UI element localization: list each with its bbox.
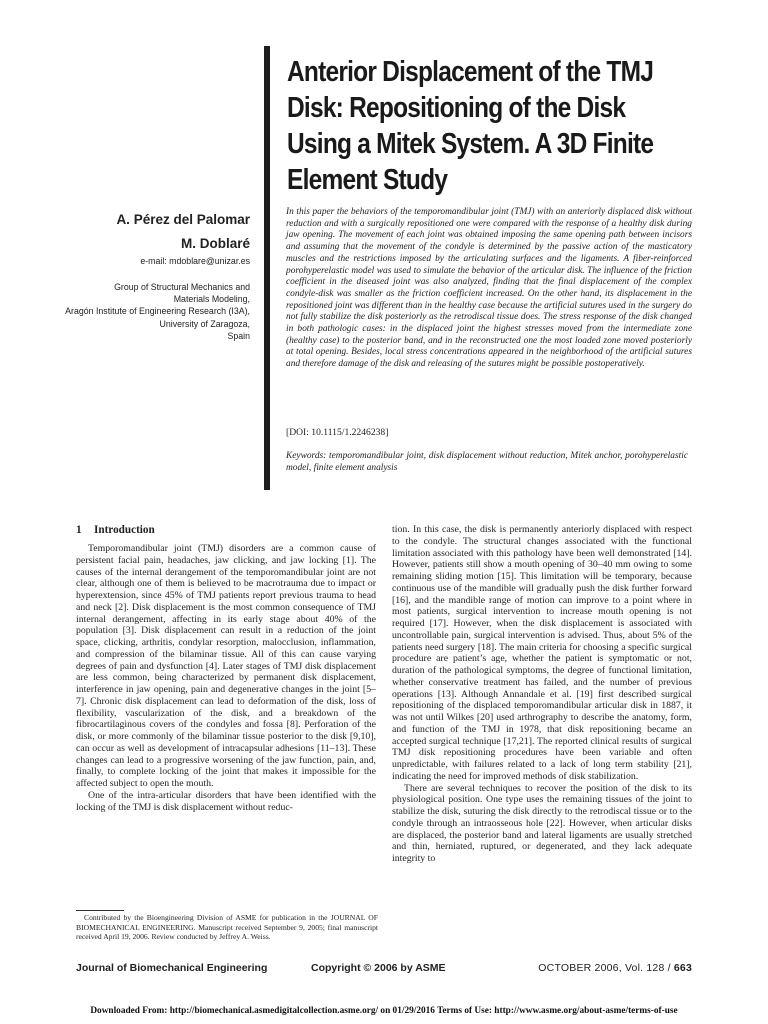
author-name: A. Pérez del Palomar [116,212,250,227]
download-notice: Downloaded From: http://biomechanical.asmedigitalcollection.asme.org/ on 01/29/2016 Terms of Use: http://www.asme.org/about-asme/terms-of-use [90,1006,678,1016]
affiliation-line: Group of Structural Mechanics and [114,282,250,292]
footer-page-number: 663 [673,962,692,974]
footer-copyright: Copyright © 2006 by ASME [311,962,446,974]
footnote-rule [76,910,124,911]
author-email[interactable]: e-mail: mdoblare@unizar.es [140,256,250,266]
body-paragraph: Temporomandibular joint (TMJ) disorders are a common cause of persistent facial pain, headaches, jaw clicking, and jaw locking [1]. The causes of the internal derangement of the temporomandibular joint are not clear, although one of them is believed to be macrotrauma due to impact or hyperextension, since 45% of TMJ patients report previous trauma to head and neck [2]. Disk displacement is the most common consequence of TMJ internal derangement, affecting in its early stage about 40% of the population [3]. Disk displacement can result in a reduction of the joint space, clicking, arthritis, condylar resorption, malocclusion, inflammation, and compression of the bilaminar tissue. All of this can cause varying degrees of pain and dysfunction [4]. Later stages of TMJ disk displacement are less common, being characterized by permanent disk displacement, interference in jaw opening, pain and degenerative changes in the joint [5–7]. Chronic disk displacement can lead to deformation of the disk, loss of flexibility, vascularization of the disk, and a breakdown of the fibrocartilaginous covers of the condyles and fossa [8]. Perforation of the disk, or more commonly of the bilaminar tissue posterior to the disk [9,10], can occur as well as development of intracapsular adhesions [11–13]. These changes can lead to a progressive worsening of the jaw function, pain, and, finally, to complete locking of the joint that makes it impossible for the affected subject to open the mouth. [76,543,376,789]
title-accent-bar [264,46,270,490]
paper-title: Anterior Displacement of the TMJ Disk: Repositioning of the Disk Using a Mitek System. A 3D Finite Element Study [287,56,654,196]
body-column-right [392,524,692,865]
affiliation-line: Materials Modeling, [173,294,250,305]
section-heading [76,522,376,538]
footer-issue [538,962,692,974]
keywords: Keywords: temporomandibular joint, disk displacement without reduction, Mitek anchor, porohyperelastic model, finite element analysis [286,451,688,473]
body-paragraph: There are several techniques to recover the position of the disk to its physiological position. One type uses the remaining tissues of the joint to stabilize the disk, suturing the disk directly to the retrodiscal tissue or to the condyle through an intraosseous hole [22]. However, when articular disks are displaced, the posterior band and lateral ligaments are usually stretched and thin, herniated, ruptured, or degenerated, and they lack adequate integrity to [392,782,692,864]
author-block [60,208,250,342]
abstract: In this paper the behaviors of the temporomandibular joint (TMJ) with an anteriorly displaced disk without reduction and with a surgically repositioned one were compared with the response of a healthy disk during jaw opening. The movement of each joint was obtained imposing the same opening path between incisors and assuming that the movement of the condyle is determined by the passive action of the masticatory muscles and the restrictions imposed by the articulating surfaces and the ligaments. A fiber-reinforced porohyperelastic model was used to simulate the behavior of the articular disk. The influence of the friction coefficient in the diseased joint was also analyzed, finding that the final displacement of the complex condyle-disk was smaller as the friction coefficient increased. On the other hand, its displacement in the repositioned joint was different than in the healthy case because the artificial sutures used in the surgery do not fully stabilize the disk posteriorly as the retrodiscal tissue does. The stress response of the disk changed in both pathologic cases: in the displaced joint the highest stresses moved from the intermediate zone (healthy case) to the posterior band, and in the reconstructed one the most loaded zone moved posteriorly at total opening. Besides, local stress concentrations appeared in the neighborhood of the artificial sutures and therefore damage of the disk and releasing of the sutures might be possible postoperatively. [286,207,692,370]
footer-issue-text: OCTOBER 2006, Vol. 128 [538,962,665,974]
body-column-left [76,522,376,813]
affiliation-line: University of Zaragoza, [159,318,250,329]
footer-journal: Journal of Biomechanical Engineering [76,962,268,974]
body-paragraph: One of the intra-articular disorders that have been identified with the locking of the TMJ is disk displacement without reduc- [76,789,376,813]
footer-separator: / [667,962,671,974]
body-paragraph: tion. In this case, the disk is permanently anteriorly displaced with respect to the condyle. The structural changes associated with the functional limitation associated with this pathology have been well demonstrated [14]. However, patients still show a mouth opening of 30–40 mm owing to some remaining sliding motion [15]. This limitation will be temporary, because continuous use of the mandible will gradually push the disk further forward [16], and the mandible range of motion can improve to a point where in most patients, surgical intervention to increase mouth opening is not required [17]. However, when the disk displacement is associated with uncontrollable pain, surgical intervention is advised. Thus, about 5% of the patients need surgery [18]. The main criteria for choosing a specific surgical procedure are patient’s age, whether the patient is symptomatic or not, duration of the pathological symptoms, the degree of functional limitation, whether conservative treatment has failed, and the number of previous operations [13]. Although Annandale et al. [19] first described surgical repositioning of the displaced temporomandibular articular disk in 1887, it was not until Wilkes [20] used arthrography to describe the anatomy, form, and function of the TMJ in 1978, that disk repositioning became an accepted surgical technique [17,21]. The reported clinical results of surgical TMJ disk repositioning procedures have been variable and often unpredictable, with failures related to a lack of long term stability [21], indicating the need for improved methods of disk stabilization. [392,524,692,782]
affiliation-line: Aragón Institute of Engineering Research (I3A), [65,306,250,317]
affiliation [60,281,250,342]
section-title: Introduction [94,524,155,536]
footnote: Contributed by the Bioengineering Division of ASME for publication in the JOURNAL OF BIOMECHANICAL ENGINEERING. Manuscript received September 9, 2005; final manuscript received April 19, 2006. Review conducted by Jeffrey A. Weiss. [76,913,378,942]
section-number: 1 [76,524,82,536]
author-name: M. Doblaré [180,236,250,251]
affiliation-line: Spain [227,330,250,341]
doi-link[interactable]: [DOI: 10.1115/1.2246238] [286,427,389,438]
